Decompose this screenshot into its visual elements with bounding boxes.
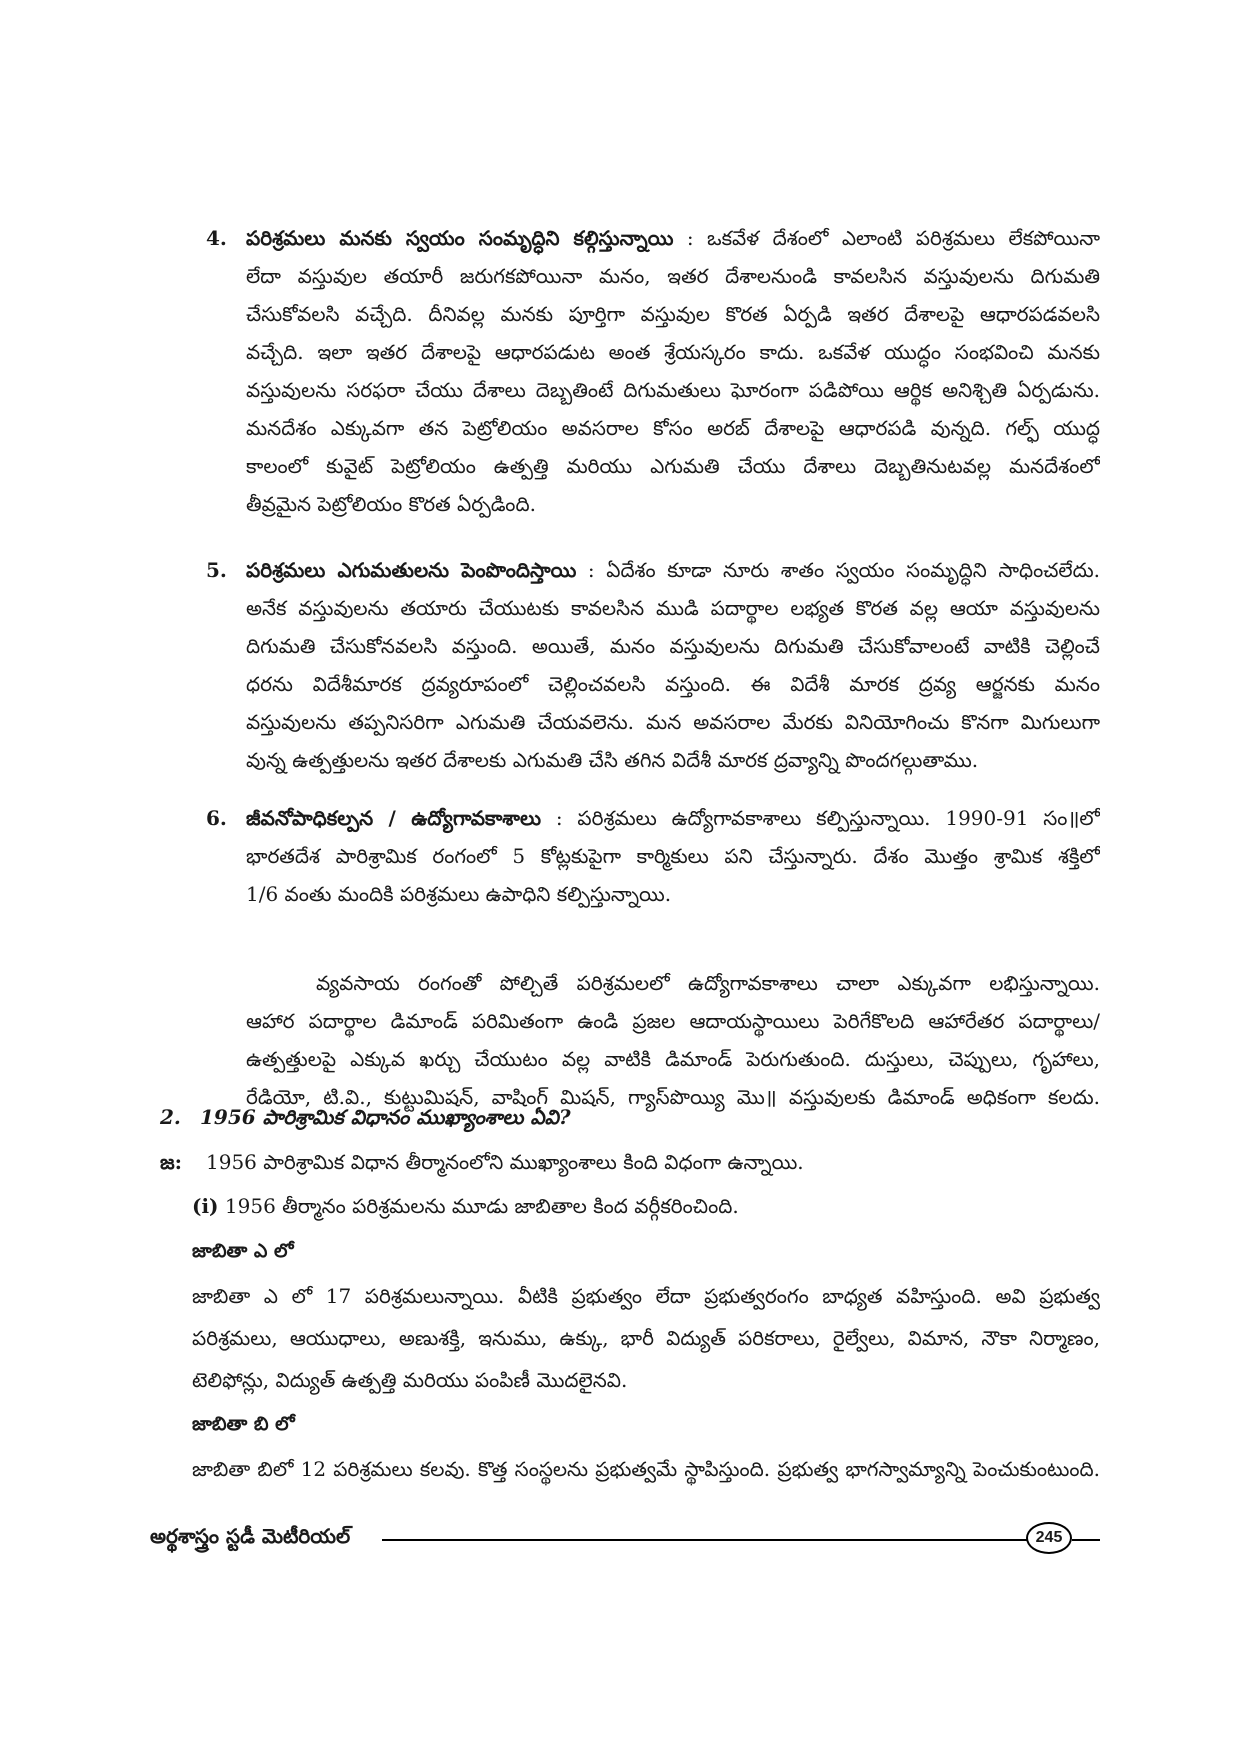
item-i: (i) 1956 తీర్మానం పరిశ్రమలను మూడు జాబితాల కింద వర్గీకరించింది. [192,1194,739,1218]
point-number: 5. [206,558,227,582]
text-line: చేసుకోవలసి వచ్చేది. దీనివల్ల మనకు పూర్తిగా వస్తువుల కొరత ఏర్పడి ఇతర దేశాలపై ఆధారపడవలసి [246,302,1100,326]
text-line: దిగుమతి చేసుకోనవలసి వస్తుంది. అయితే, మనం వస్తువులను దిగుమతి చేసుకోవాలంటే వాటికి చెల్లించే [246,634,1100,658]
page-footer [150,1520,1100,1556]
text-line: మనదేశం ఎక్కువగా తన పెట్రోలియం అవసరాల కోసం అరబ్ దేశాలపై ఆధారపడి వున్నది. గల్ఫ్ యుద్ధ [246,416,1100,440]
point-5 [206,551,1100,779]
answer [206,1143,1100,1181]
point-heading: పరిశ్రమలు మనకు స్వయం సంమృద్ధిని కల్గిస్తున్నాయి [246,226,674,250]
text-line: జాబితా ఎ లో 17 పరిశ్రమలున్నాయి. వీటికి ప్రభుత్వం లేదా ప్రభుత్వరంగం బాధ్యత వహిస్తుంది. అవి ప్రభుత్వ [192,1284,1100,1308]
text-line: ఉత్పత్తులపై ఎక్కువ ఖర్చు చేయుటం వల్ల వాటికి డిమాండ్ పెరుగుతుంది. దుస్తులు, చెప్పులు, గృహాలు, [246,1047,1100,1071]
answer-body [192,1187,1100,1488]
point-4 [206,219,1100,523]
text-line: ధరను విదేశీమారక ద్రవ్యరూపంలో చెల్లించవలసి వస్తుంది. ఈ విదేశీ మారక ద్రవ్య ఆర్జనకు మనం [246,672,1100,696]
text-line: పరిశ్రమలు, ఆయుధాలు, అణుశక్తి, ఇనుము, ఉక్కు, భారీ విద్యుత్ పరికరాలు, రైల్వేలు, విమాన, నౌకా నిర్మాణం, [192,1326,1100,1350]
point-6 [206,799,1100,913]
text-line: వున్న ఉత్పత్తులను ఇతర దేశాలకు ఎగుమతి చేసి తగిన విదేశీ మారక ద్రవ్యాన్ని పొందగల్గుతాము. [246,748,979,772]
text-line: తీవ్రమైన పెట్రోలియం కొరత ఏర్పడింది. [246,492,536,516]
footer-rule-tail [1072,1539,1100,1541]
footer-title: అర్థశాస్త్రం స్టడీ మెటీరియల్ [150,1524,351,1548]
answer-label: జ: [160,1150,183,1174]
answer-intro: 1956 పారిశ్రామిక విధాన తీర్మానంలోని ముఖ్యాంశాలు కింది విధంగా ఉన్నాయి. [206,1150,804,1174]
question-number: 2. [160,1105,181,1129]
point-6-paragraph-2 [246,964,1100,1116]
footer-rule [382,1539,1028,1541]
text-line: వస్తువులను సరఫరా చేయు దేశాలు దెబ్బతింటే దిగుమతులు ఘోరంగా పడిపోయి ఆర్థిక అనిశ్చితి ఏర్పడును. [246,378,1100,402]
point-number: 4. [206,226,227,250]
text-line: 1/6 వంతు మందికి పరిశ్రమలు ఉపాధిని కల్పిస్తున్నాయి. [246,882,672,906]
question-heading [160,1098,571,1136]
text-line: కాలంలో కువైట్ పెట్రోలియం ఉత్పత్తి మరియు ఎగుమతి చేయు దేశాలు దెబ్బతినుటవల్ల మనదేశంలో [246,454,1100,478]
point-heading: పరిశ్రమలు ఎగుమతులను పెంపొందిస్తాయి [246,558,577,582]
text-line: లేదా వస్తువుల తయారీ జరుగకపోయినా మనం, ఇతర దేశాలనుండి కావలసిన వస్తువులను దిగుమతి [246,264,1100,288]
list-b-heading: జాబితా బి లో [192,1413,295,1435]
text-line: వ్యవసాయ రంగంతో పోల్చితే పరిశ్రమలలో ఉద్యోగావకాశాలు చాలా ఎక్కువగా లభిస్తున్నాయి. [316,971,1100,995]
text-line: జీవనోపాధికల్పన / ఉద్యోగావకాశాలు : పరిశ్రమలు ఉద్యోగావకాశాలు కల్పిస్తున్నాయి. 1990-91 సం॥లో [246,806,1100,830]
text-line: వచ్చేది. ఇలా ఇతర దేశాలపై ఆధారపడుట అంత శ్రేయస్కరం కాదు. ఒకవేళ యుద్ధం సంభవించి మనకు [246,340,1100,364]
text-line: పరిశ్రమలు మనకు స్వయం సంమృద్ధిని కల్గిస్తున్నాయి : ఒకవేళ దేశంలో ఎలాంటి పరిశ్రమలు లేకపోయినా [246,226,1100,250]
text-line: రేడియో, టి.వి., కుట్టుమిషన్, వాషింగ్ మిషన్, గ్యాస్‌పొయ్యి మొ॥ వస్తువులకు డిమాండ్ అధికంగా కలదు. [246,1085,1100,1109]
page-number: 245 [1026,1522,1072,1554]
point-heading: జీవనోపాధికల్పన / ఉద్యోగావకాశాలు [246,806,542,830]
text-line: అనేక వస్తువులను తయారు చేయుటకు కావలసిన ముడి పదార్థాల లభ్యత కొరత వల్ల ఆయా వస్తువులను [246,596,1100,620]
text-line: జాబితా బిలో 12 పరిశ్రమలు కలవు. కొత్త సంస్థలను ప్రభుత్వమే స్థాపిస్తుంది. ప్రభుత్వ భాగస్వామ్యాన్ని పెంచుకుంటుంది. [192,1457,1100,1481]
text-line: వస్తువులను తప్పనిసరిగా ఎగుమతి చేయవలెను. మన అవసరాల మేరకు వినియోగించు కొనగా మిగులుగా [246,710,1100,734]
text-line: భారతదేశ పారిశ్రామిక రంగంలో 5 కోట్లకుపైగా కార్మికులు పని చేస్తున్నారు. దేశం మొత్తం శ్రామిక శక్తిలో [246,844,1100,868]
text-line: పరిశ్రమలు ఎగుమతులను పెంపొందిస్తాయి : ఏదేశం కూడా నూరు శాతం స్వయం సంమృద్ధిని సాధించలేదు. [246,558,1100,582]
text-line: ఆహార పదార్థాల డిమాండ్ పరిమితంగా ఉండి ప్రజల ఆదాయస్థాయిలు పెరిగేకొలది ఆహారేతర పదార్థాలు/ [246,1009,1100,1033]
point-number: 6. [206,806,227,830]
text-line: టెలిఫోన్లు, విద్యుత్ ఉత్పత్తి మరియు పంపిణీ మొదలైనవి. [192,1368,628,1392]
list-a-heading: జాబితా ఎ లో [192,1240,294,1262]
item-label: (i) [192,1194,219,1218]
question-title: 1956 పారిశ్రామిక విధానం ముఖ్యాంశాలు ఏవి? [200,1105,571,1129]
